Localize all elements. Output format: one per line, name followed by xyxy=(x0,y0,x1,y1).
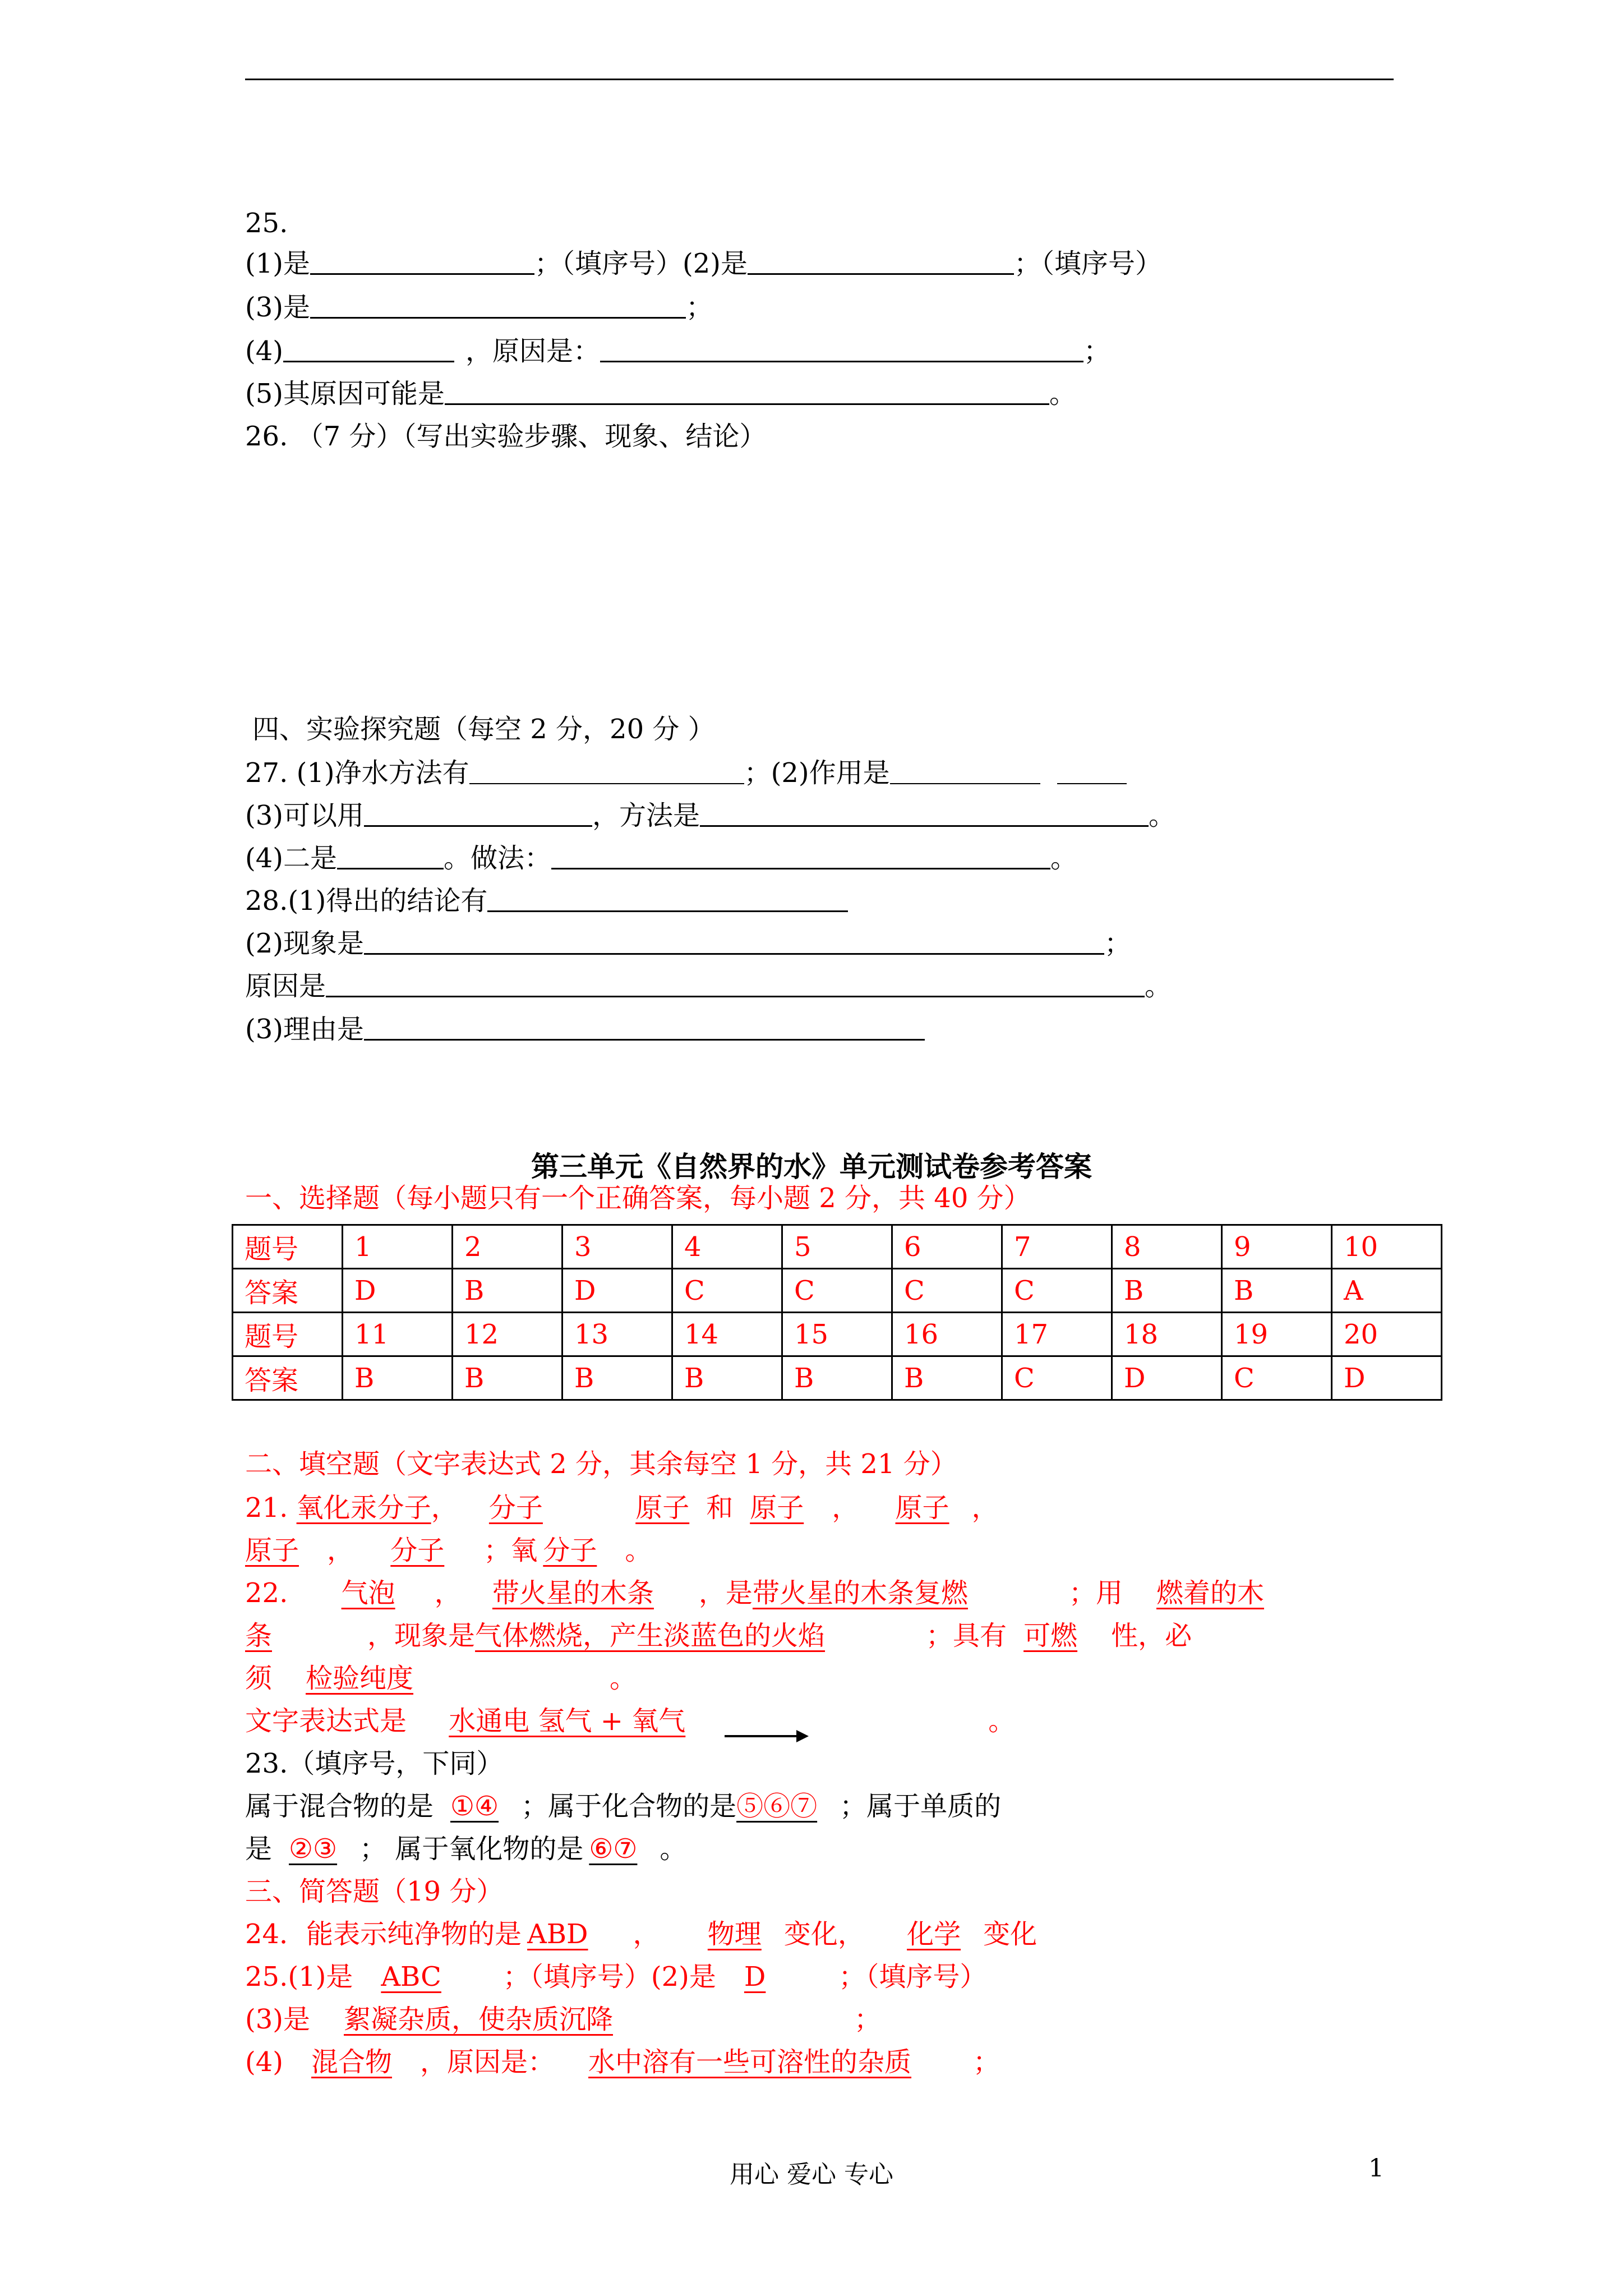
a23-answer-3: ②③ xyxy=(289,1833,338,1865)
a22-sep: ， xyxy=(434,1577,462,1609)
table-cell: 13 xyxy=(562,1313,672,1356)
q27-blank-4[interactable] xyxy=(364,799,592,827)
a22-line1 xyxy=(245,1576,1264,1610)
table-row xyxy=(233,1269,1442,1313)
answer-title: 第三单元《自然界的水》单元测试卷参考答案 xyxy=(531,1150,1092,1183)
a21-end: 。 xyxy=(625,1535,652,1566)
table-cell: 19 xyxy=(1222,1313,1332,1356)
a23-answer-2: ⑤⑥⑦ xyxy=(736,1791,818,1822)
a21-answer-5: 原子 xyxy=(895,1492,949,1524)
q27-l2-end: 。 xyxy=(1149,800,1176,831)
q25-l1-label: (1)是 xyxy=(245,248,310,279)
q28-blank-3[interactable] xyxy=(326,970,1145,997)
table-cell: 16 xyxy=(892,1313,1002,1356)
table-cell: 1 xyxy=(343,1225,453,1269)
q28-l2-label: (2)现象是 xyxy=(245,928,364,959)
table-cell: C xyxy=(782,1269,892,1313)
a23-text: 是 xyxy=(245,1833,273,1865)
q27-blank-6[interactable] xyxy=(337,842,444,869)
q25-l2-label: (3)是 xyxy=(245,292,310,323)
a22-answer-5: 气体燃烧，产生淡蓝色的火焰 xyxy=(475,1620,826,1651)
table-cell: 15 xyxy=(782,1313,892,1356)
q25-l3-end: ； xyxy=(1083,335,1111,367)
table-cell: D xyxy=(1112,1356,1222,1400)
q28-blank-2[interactable] xyxy=(364,927,1104,955)
q28-line1 xyxy=(245,884,848,918)
table-cell: 题号 xyxy=(233,1313,343,1356)
table-cell: 17 xyxy=(1002,1313,1112,1356)
a22-line3 xyxy=(245,1662,637,1695)
a21-and: 和 xyxy=(706,1492,734,1524)
q27-l2-mid: ，方法是 xyxy=(592,800,700,831)
table-cell: 2 xyxy=(453,1225,562,1269)
a23-line3 xyxy=(245,1832,686,1866)
table-row xyxy=(233,1225,1442,1269)
q27-blank-2[interactable] xyxy=(890,757,1040,784)
a25-text: ，原因是： xyxy=(420,2046,555,2078)
a22-text: 须 xyxy=(245,1663,273,1694)
a25-text: ；（填序号） xyxy=(838,1961,987,1993)
a25-end: ； xyxy=(973,2046,1000,2078)
a24-answer-1: ABD xyxy=(527,1918,588,1950)
arrow-icon xyxy=(725,1733,809,1739)
a22-text: ，是 xyxy=(698,1577,753,1609)
table-cell: 3 xyxy=(562,1225,672,1269)
a22-end: 。 xyxy=(988,1705,1016,1737)
q25-line2 xyxy=(245,291,713,324)
a25-answer-3: 絮凝杂质，使杂质沉降 xyxy=(344,2004,614,2035)
a21-answer-6: 原子 xyxy=(245,1535,299,1566)
table-cell: 题号 xyxy=(233,1225,343,1269)
a22-text: 性，必 xyxy=(1111,1620,1192,1651)
table-cell: 9 xyxy=(1222,1225,1332,1269)
a21-sep: ， xyxy=(832,1492,859,1524)
table-cell: 答案 xyxy=(233,1356,343,1400)
q27-l3-mid: 。做法： xyxy=(444,843,552,874)
table-cell: B xyxy=(782,1356,892,1400)
q28-line4 xyxy=(245,1013,925,1046)
a22-word-equation: 水通电 氢气 + 氧气 xyxy=(449,1705,686,1737)
table-cell: B xyxy=(672,1356,782,1400)
table-cell: 7 xyxy=(1002,1225,1112,1269)
table-cell: C xyxy=(1002,1356,1112,1400)
table-cell: D xyxy=(343,1269,453,1313)
table-cell: C xyxy=(672,1269,782,1313)
a22-answer-3: 带火星的木条复燃 xyxy=(752,1577,968,1609)
a22-answer-7: 检验纯度 xyxy=(306,1663,414,1694)
a22-answer-1: 气泡 xyxy=(341,1577,395,1609)
q25-blank-5[interactable] xyxy=(600,335,1083,362)
a21-answer-4: 原子 xyxy=(750,1492,804,1524)
q25-l1-mid: ；（填序号）(2)是 xyxy=(534,248,748,279)
table-cell: B xyxy=(453,1269,562,1313)
a21-sep: ， xyxy=(431,1492,458,1524)
table-cell: B xyxy=(453,1356,562,1400)
a23-answer-1: ①④ xyxy=(450,1791,499,1822)
a21-line1 xyxy=(245,1491,999,1525)
a22-number: 22. xyxy=(245,1577,288,1609)
a22-answer-4-cont: 条 xyxy=(245,1620,273,1651)
table-cell: 答案 xyxy=(233,1269,343,1313)
a25-text: ；（填序号）(2)是 xyxy=(502,1961,716,1993)
a22-answer-4: 燃着的木 xyxy=(1156,1577,1264,1609)
a22-text: ，现象是 xyxy=(367,1620,476,1651)
a25-line1 xyxy=(245,1960,986,1994)
table-cell: C xyxy=(1222,1356,1332,1400)
table-cell: B xyxy=(343,1356,453,1400)
a22-text: ；用 xyxy=(1068,1577,1123,1609)
table-cell: A xyxy=(1332,1269,1442,1313)
a21-answer-3: 原子 xyxy=(635,1492,690,1524)
a21-answer-7: 分子 xyxy=(390,1535,445,1566)
a24-text: 变化 xyxy=(983,1918,1038,1950)
answer-table xyxy=(232,1224,1442,1401)
a22-text: ；具有 xyxy=(926,1620,1007,1651)
q28-l1-label: 28.(1)得出的结论有 xyxy=(245,885,488,917)
page-number: 1 xyxy=(1368,2154,1384,2183)
a21-answer-1: 氧化汞分子 xyxy=(296,1492,431,1524)
q27-line3 xyxy=(245,841,1077,875)
a22-end: 。 xyxy=(610,1663,637,1694)
a23-text: 属于混合物的是 xyxy=(245,1791,434,1822)
a25-line2 xyxy=(245,2003,881,2036)
table-cell: B xyxy=(562,1356,672,1400)
q28-l3-label: 原因是 xyxy=(245,970,326,1002)
table-row xyxy=(233,1313,1442,1356)
a24-answer-3: 化学 xyxy=(907,1918,961,1950)
q27-blank-5[interactable] xyxy=(700,799,1149,827)
a23-answer-4: ⑥⑦ xyxy=(589,1833,638,1865)
table-cell: 14 xyxy=(672,1313,782,1356)
q27-blank-3[interactable] xyxy=(1057,757,1127,784)
q28-blank-1[interactable] xyxy=(487,885,848,912)
q25-l3-label: (4) xyxy=(245,335,283,367)
table-cell: 18 xyxy=(1112,1313,1222,1356)
a21-number: 21. xyxy=(245,1492,288,1524)
q25-l4-end: 。 xyxy=(1049,378,1077,409)
a22-answer-2: 带火星的木条 xyxy=(492,1577,654,1609)
table-cell: 10 xyxy=(1332,1225,1442,1269)
a22-answer-6: 可燃 xyxy=(1023,1620,1078,1651)
q26-prompt: 26. （7 分）（写出实验步骤、现象、结论） xyxy=(245,421,767,452)
q25-blank-1[interactable] xyxy=(310,247,534,275)
table-cell: C xyxy=(892,1269,1002,1313)
q25-line4 xyxy=(245,377,1076,411)
a25-text: (4) xyxy=(245,2046,283,2078)
a22-text: 文字表达式是 xyxy=(245,1705,407,1737)
q25-l2-end: ； xyxy=(686,292,713,323)
q25-l3-mid: ，原因是： xyxy=(465,335,601,367)
a25-text: (3)是 xyxy=(245,2004,310,2035)
q27-line1 xyxy=(245,756,1127,790)
q28-line3 xyxy=(245,969,1172,1003)
a21-sep: ， xyxy=(971,1492,999,1524)
a21-answer-2: 分子 xyxy=(488,1492,543,1524)
a25-line3 xyxy=(245,2045,1000,2079)
a23-line1: 23.（填序号，下同） xyxy=(245,1748,504,1779)
a23-text: ；属于化合物的是 xyxy=(521,1791,737,1822)
table-cell: 5 xyxy=(782,1225,892,1269)
a24-text: 变化， xyxy=(783,1918,865,1950)
a25-text: 25.(1)是 xyxy=(245,1961,353,1993)
q28-blank-4[interactable] xyxy=(364,1013,925,1041)
q27-blank-7[interactable] xyxy=(551,842,1050,869)
a24-line xyxy=(245,1917,1037,1951)
section2-heading: 二、填空题（文字表达式 2 分，其余每空 1 分，共 21 分） xyxy=(245,1448,957,1480)
q25-line1 xyxy=(245,247,1162,280)
q27-l3-label: (4)二是 xyxy=(245,843,337,874)
table-cell: D xyxy=(562,1269,672,1313)
table-cell: 4 xyxy=(672,1225,782,1269)
a23-text: ； 属于氧化物的是 xyxy=(359,1833,584,1865)
table-row xyxy=(233,1356,1442,1400)
q27-line2 xyxy=(245,799,1175,832)
table-cell: C xyxy=(1002,1269,1112,1313)
a21-answer-8: 分子 xyxy=(543,1535,597,1566)
q28-l4-label: (3)理由是 xyxy=(245,1014,364,1045)
table-cell: 12 xyxy=(453,1313,562,1356)
a25-answer-2: D xyxy=(744,1961,766,1993)
q25-blank-4[interactable] xyxy=(283,335,454,362)
table-cell: 20 xyxy=(1332,1313,1442,1356)
header-rule xyxy=(245,79,1394,80)
q27-l2-label: (3)可以用 xyxy=(245,800,364,831)
table-cell: 11 xyxy=(343,1313,453,1356)
a23-text: ；属于单质的 xyxy=(840,1791,1002,1822)
q25-blank-6[interactable] xyxy=(445,378,1049,405)
table-cell: D xyxy=(1332,1356,1442,1400)
q25-number: 25. xyxy=(245,208,288,239)
q28-l3-end: 。 xyxy=(1145,970,1172,1002)
table-cell: 8 xyxy=(1112,1225,1222,1269)
q25-l1-end: ；（填序号） xyxy=(1014,248,1163,279)
a23-end: 。 xyxy=(660,1833,687,1865)
q27-l1-label: 27. (1)净水方法有 xyxy=(245,757,469,789)
q25-blank-3[interactable] xyxy=(310,291,686,319)
a24-text: 24．能表示纯净物的是 xyxy=(245,1918,522,1950)
a24-answer-2: 物理 xyxy=(707,1918,762,1950)
a25-answer-1: ABC xyxy=(381,1961,441,1993)
section3-heading: 三、简答题（19 分） xyxy=(245,1876,504,1907)
table-cell: B xyxy=(1222,1269,1332,1313)
a21-sep: ， xyxy=(327,1535,354,1566)
page-footer: 用心 爱心 专心 xyxy=(730,2160,893,2189)
a25-end: ； xyxy=(854,2004,882,2035)
q28-line2 xyxy=(245,927,1131,960)
table-cell: B xyxy=(1112,1269,1222,1313)
a22-line2 xyxy=(245,1619,1192,1653)
a24-sep: ， xyxy=(633,1918,660,1950)
q27-blank-1[interactable] xyxy=(469,757,744,784)
a25-answer-4: 混合物 xyxy=(311,2046,393,2078)
table-cell: B xyxy=(892,1356,1002,1400)
q25-line3 xyxy=(245,334,1110,368)
q25-l4-label: (5)其原因可能是 xyxy=(245,378,445,409)
a25-answer-5: 水中溶有一些可溶性的杂质 xyxy=(588,2046,912,2078)
q27-l3-end: 。 xyxy=(1050,843,1078,874)
a21-line2 xyxy=(245,1534,652,1567)
a23-line2 xyxy=(245,1789,1001,1823)
section1-heading: 一、选择题（每小题只有一个正确答案，每小题 2 分，共 40 分） xyxy=(245,1182,1031,1214)
section4-heading: 四、实验探究题（每空 2 分，20 分 ） xyxy=(252,714,715,745)
a21-text: ；氧 xyxy=(483,1535,538,1566)
table-cell: 6 xyxy=(892,1225,1002,1269)
q28-l2-end: ； xyxy=(1104,928,1132,959)
q25-blank-2[interactable] xyxy=(748,247,1014,275)
q27-l1-mid: ；(2)作用是 xyxy=(744,757,890,789)
a22-line4 xyxy=(245,1704,1015,1739)
